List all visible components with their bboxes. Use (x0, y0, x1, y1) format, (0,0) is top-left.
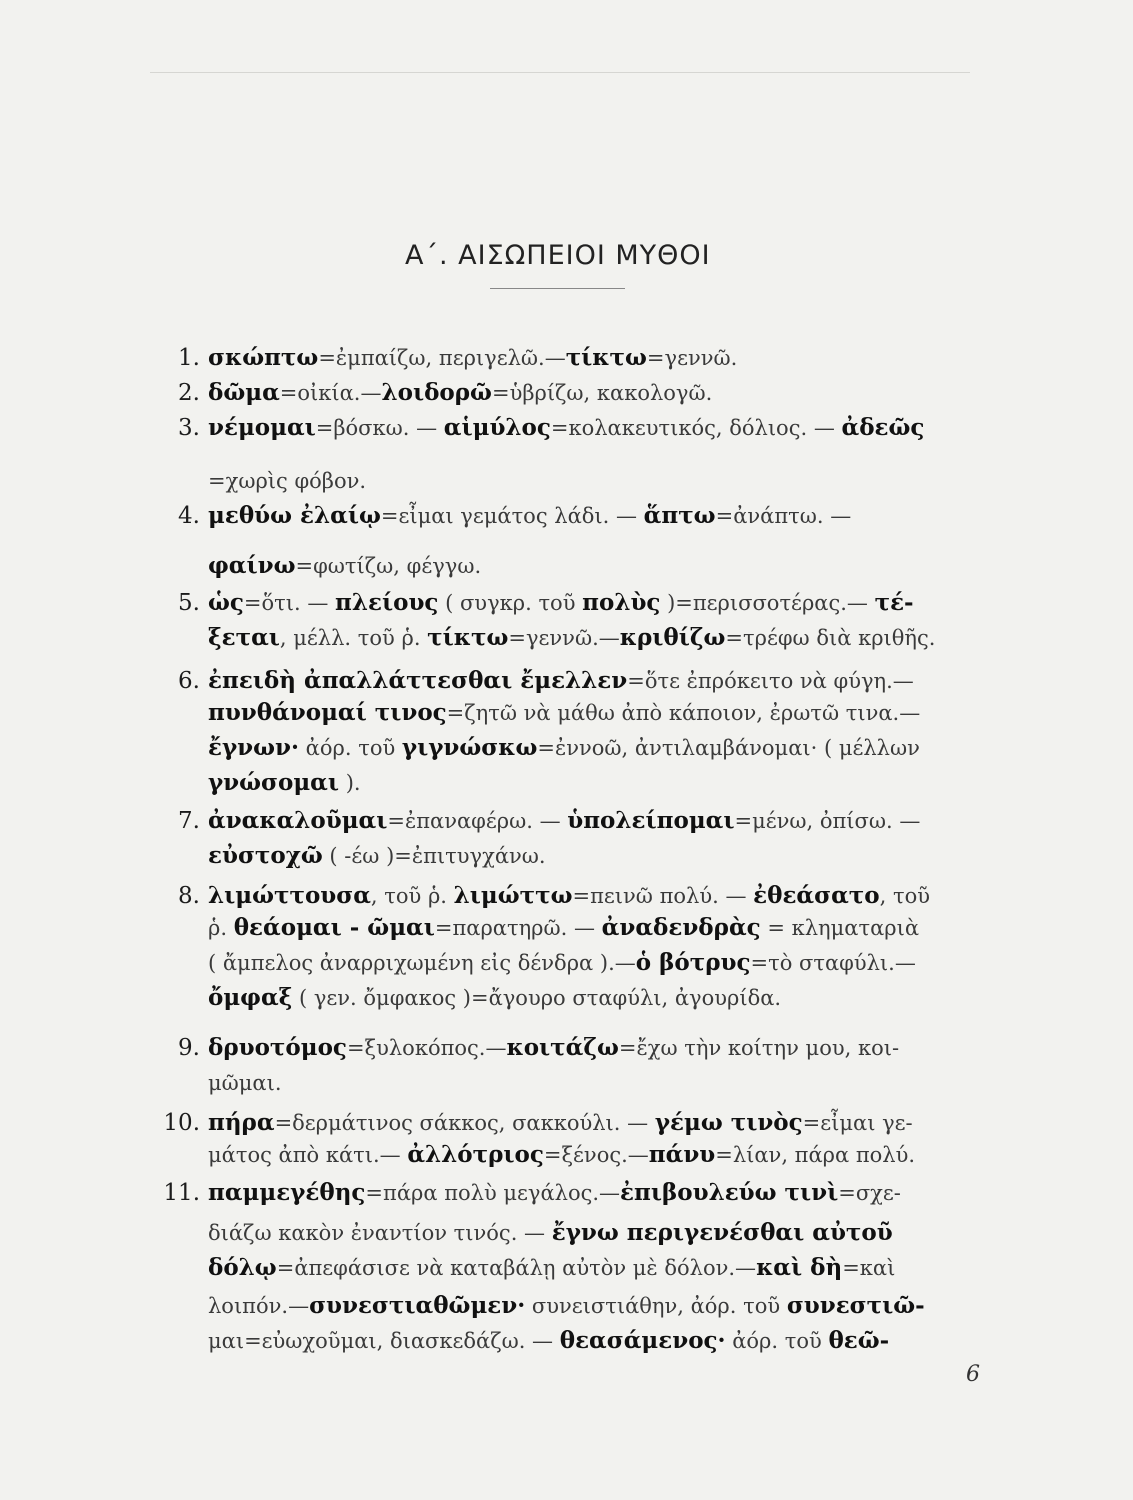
headword: τέ- (874, 589, 914, 616)
headword: θεῶ- (828, 1327, 890, 1354)
entry-line (160, 1033, 899, 1063)
gloss: )=περισσοτέρας.— (660, 591, 875, 615)
gloss: ). (339, 771, 361, 795)
gloss: =ἔχω τὴν κοίτην μου, κοι- (618, 1036, 900, 1060)
bleed-through-rule (150, 72, 970, 73)
title-underline (490, 288, 625, 289)
headword: γέμω τινὸς (654, 1109, 803, 1136)
gloss: =λίαν, πάρα πολύ. (715, 1143, 916, 1167)
entry-line (208, 1253, 895, 1283)
gloss: =εἶμαι γε- (802, 1111, 913, 1135)
headword: δόλῳ (208, 1254, 277, 1281)
entry-number: 4. (178, 503, 200, 529)
gloss: =κολακευτικός, δόλιος. — (550, 416, 842, 440)
headword: γνώσομαι (208, 769, 340, 796)
headword: πολὺς (582, 589, 661, 616)
entry-number: 3. (178, 415, 200, 441)
gloss: =δερμάτινος σάκκος, σακκούλι. — (274, 1111, 655, 1135)
gloss: ( γεν. ὄμφακος )=ἄγουρο σταφύλι, ἀγουρίδα. (292, 986, 782, 1010)
entry-line (208, 913, 919, 943)
headword: κριθίζω (619, 624, 726, 651)
gloss: =εἶμαι γεμάτος λάδι. — (380, 504, 644, 528)
headword: φαίνω (208, 552, 296, 579)
headword: ἐπειδὴ ἀπαλλάττεσθαι ἔμελλεν (208, 667, 628, 694)
headword: ἔγνων· (208, 734, 299, 761)
gloss: =χωρὶς φόβον. (208, 469, 367, 493)
gloss: =ἐπαναφέρω. — (387, 809, 568, 833)
entry-number: 1. (178, 345, 200, 371)
gloss: =οἰκία.— (279, 381, 382, 405)
gloss: διάζω κακὸν ἐναντίον τινός. — (208, 1221, 552, 1245)
headword: τίκτω (427, 624, 509, 651)
headword: ἐπιβουλεύω τινὶ (620, 1179, 839, 1206)
gloss: =ὅτε ἐπρόκειτο νὰ φύγη.— (627, 669, 914, 693)
gloss: =τρέφω διὰ κριθῆς. (725, 626, 936, 650)
gloss: =ἀπεφάσισε νὰ καταβάλῃ αὐτὸν μὲ δόλον.— (276, 1256, 757, 1280)
headword: θεάομαι - ῶμαι (233, 914, 435, 941)
entry-line (160, 378, 712, 408)
headword: ὑπολείπομαι (567, 807, 735, 834)
headword: ὄμφαξ (208, 984, 293, 1011)
gloss: , τοῦ ῥ. (370, 884, 454, 908)
gloss: =γεννῶ. (646, 346, 738, 370)
gloss: =ἐμπαίζω, περιγελῶ.— (318, 346, 566, 370)
gloss: =ἀνάπτω. — (715, 504, 852, 528)
gloss: =καὶ (842, 1256, 896, 1280)
headword: πάνυ (648, 1141, 716, 1168)
headword: νέμομαι (208, 414, 316, 441)
entry-number: 6. (178, 668, 200, 694)
entry-number: 7. (178, 808, 200, 834)
headword: ἀλλότριος (407, 1141, 544, 1168)
gloss: =σχε- (838, 1181, 901, 1205)
entry-number: 5. (178, 590, 200, 616)
gloss: ( συγκρ. τοῦ (438, 591, 583, 615)
gloss: =ἐννοῶ, ἀντιλαμβάνομαι· ( μέλλων (537, 736, 920, 760)
gloss: ἀόρ. τοῦ (299, 736, 402, 760)
entry-line (160, 806, 920, 836)
gloss: =τὸ σταφύλι.— (750, 951, 916, 975)
headword: δρυοτόμος (208, 1034, 347, 1061)
gloss: =μένω, ὀπίσω. — (734, 809, 921, 833)
entry-line (208, 948, 916, 978)
headword: ἔγνω περιγενέσθαι αὐτοῦ (551, 1219, 893, 1246)
headword: ἀδεῶς (841, 414, 925, 441)
headword: λιμώττουσα (208, 882, 371, 909)
entry-line (208, 983, 781, 1013)
page-number: 6 (966, 1362, 980, 1387)
entry-line (208, 466, 366, 496)
gloss: μῶμαι. (208, 1071, 282, 1095)
gloss: =πεινῶ πολύ. — (572, 884, 754, 908)
gloss: =ξένος.— (543, 1143, 649, 1167)
gloss: =ζητῶ νὰ μάθω ἀπὸ κάποιον, ἐρωτῶ τινα.— (446, 701, 921, 725)
headword: σκώπτω (208, 344, 319, 371)
page-title: Α΄. ΑΙΣΩΠΕΙΟΙ ΜΥΘΟΙ (405, 240, 711, 271)
gloss: ( ἄμπελος ἀναρριχωμένη εἰς δένδρα ).— (208, 951, 636, 975)
gloss: =πάρα πολὺ μεγάλος.— (365, 1181, 621, 1205)
headword: καὶ δὴ (756, 1254, 843, 1281)
entry-line (208, 1068, 282, 1098)
headword: πήρα (208, 1109, 275, 1136)
entry-line (208, 1218, 893, 1248)
entry-line (208, 1326, 889, 1356)
gloss: μαι=εὐωχοῦμαι, διασκεδάζω. — (208, 1329, 560, 1353)
headword: εὐστοχῶ (208, 842, 323, 869)
headword: γιγνώσκω (401, 734, 538, 761)
headword: πλείους (335, 589, 439, 616)
entry-line (208, 698, 920, 728)
headword: ἅπτω (643, 502, 716, 529)
entry-line (208, 733, 920, 763)
headword: κοιτάζω (506, 1034, 619, 1061)
gloss: ἀόρ. τοῦ (725, 1329, 829, 1353)
headword: αἱμύλος (443, 414, 551, 441)
gloss: λοιπόν.— (208, 1294, 310, 1318)
entry-line (160, 343, 737, 373)
gloss: =ὅτι. — (243, 591, 336, 615)
gloss: =ὑβρίζω, κακολογῶ. (491, 381, 713, 405)
gloss: =ξυλοκόπος.— (346, 1036, 507, 1060)
headword: ξεται (208, 624, 280, 651)
entry-line (160, 1178, 901, 1208)
gloss: = κληματαριὰ (760, 916, 920, 940)
entry-line (160, 881, 930, 911)
entry-number: 11. (163, 1180, 200, 1206)
headword: μεθύω ἐλαίῳ (208, 502, 381, 529)
headword: ὁ βότρυς (635, 949, 751, 976)
gloss: , μέλλ. τοῦ ῥ. (279, 626, 428, 650)
entry-number: 9. (178, 1035, 200, 1061)
headword: τίκτω (565, 344, 647, 371)
gloss: =φωτίζω, φέγγω. (295, 554, 482, 578)
headword: ὡς (208, 589, 244, 616)
gloss: =παρατηρῶ. — (434, 916, 602, 940)
gloss: ῥ. (208, 916, 234, 940)
headword: πυνθάνομαί τινος (208, 699, 447, 726)
entry-line (160, 1108, 913, 1138)
entry-line (208, 768, 361, 798)
entry-number: 2. (178, 380, 200, 406)
entry-line (208, 1140, 915, 1170)
headword: λιμώττω (453, 882, 573, 909)
entry-line (160, 588, 914, 618)
headword: δῶμα (208, 379, 280, 406)
entry-line (208, 551, 481, 581)
entry-line (208, 1291, 925, 1321)
entry-number: 10. (163, 1110, 200, 1136)
entry-line (160, 666, 914, 696)
entry-number: 8. (178, 883, 200, 909)
gloss: μάτος ἀπὸ κάτι.— (208, 1143, 408, 1167)
headword: παμμεγέθης (208, 1179, 366, 1206)
entry-line (160, 413, 924, 443)
gloss: ( -έω )=ἐπιτυγχάνω. (322, 844, 546, 868)
headword: θεασάμενος· (559, 1327, 726, 1354)
headword: συνεστιαθῶμεν· (309, 1292, 526, 1319)
gloss: , τοῦ (879, 884, 930, 908)
headword: ἐθεάσατο (753, 882, 880, 909)
headword: ἀναδενδρὰς (601, 914, 761, 941)
entry-line (208, 623, 935, 653)
entry-line (208, 841, 546, 871)
gloss: =γεννῶ.— (508, 626, 620, 650)
entry-line (160, 501, 851, 531)
gloss: =βόσκω. — (315, 416, 444, 440)
gloss: συνειστιάθην, ἀόρ. τοῦ (525, 1294, 787, 1318)
headword: συνεστιῶ- (786, 1292, 925, 1319)
headword: λοιδορῶ (381, 379, 492, 406)
headword: ἀνακαλοῦμαι (208, 807, 388, 834)
